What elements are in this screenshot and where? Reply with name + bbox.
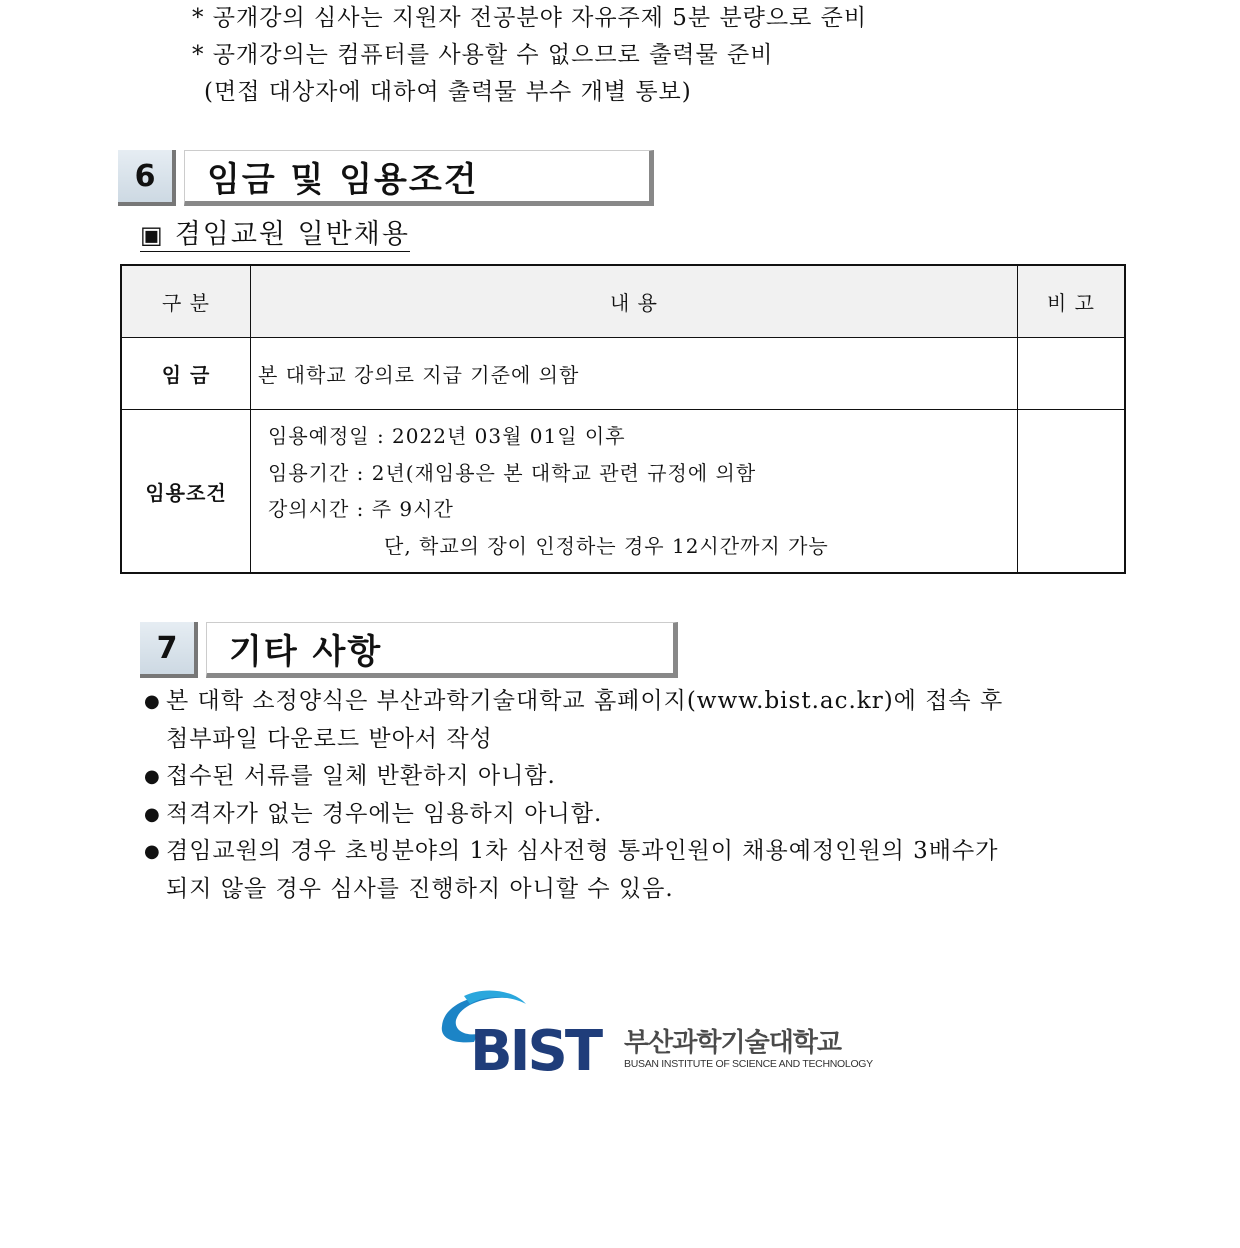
section-7-header [140, 622, 680, 680]
terms-remarks [1018, 410, 1126, 574]
other-matters-list [144, 683, 1134, 908]
bullet-icon: ● [144, 841, 161, 862]
logo-name-korean: 부산과학기술대학교 [624, 1028, 842, 1058]
list-item: ● 적격자가 없는 경우에는 임용하지 아니함. [144, 796, 1134, 834]
subsection-heading [140, 212, 410, 252]
bullet-icon: ● [144, 691, 161, 712]
terms-label: 임용조건 [121, 410, 251, 574]
employment-conditions-table [120, 264, 1126, 574]
square-bullet-icon: ▣ [140, 221, 165, 249]
table-header-row [121, 265, 1125, 338]
table-row [121, 410, 1125, 574]
section-6-header [118, 150, 658, 208]
list-item: ● 접수된 서류를 일체 반환하지 아니함. [144, 758, 1134, 796]
section-title: 임금 및 임용조건 [184, 150, 654, 206]
note-line: * 공개강의는 컴퓨터를 사용할 수 없으므로 출력물 준비 [192, 42, 774, 68]
terms-line: 임용예정일 : 2022년 03월 01일 이후 [268, 424, 626, 448]
list-item: ● 겸임교원의 경우 초빙분야의 1차 심사전형 통과인원이 채용예정인원의 3배수가 되지 않을 경우 심사를 진행하지 아니할 수 있음. [144, 833, 1134, 908]
wage-content: 본 대학교 강의로 지급 기준에 의함 [251, 338, 1018, 410]
table-row [121, 338, 1125, 410]
section-number: 7 [140, 622, 198, 678]
section-number: 6 [118, 150, 176, 206]
list-item: ● 본 대학 소정양식은 부산과학기술대학교 홈페이지(www.bist.ac.kr)에 접속 후 첨부파일 다운로드 받아서 작성 [144, 683, 1134, 758]
terms-line: 강의시간 : 주 9시간 [268, 497, 454, 521]
header-category: 구 분 [121, 265, 251, 338]
subsection-title: 겸임교원 일반채용 [174, 219, 410, 250]
bullet-icon: ● [144, 803, 161, 825]
note-line: (면접 대상자에 대하여 출력물 부수 개별 통보) [204, 79, 692, 105]
bullet-icon: ● [144, 766, 161, 787]
section-title: 기타 사항 [206, 622, 678, 678]
application-notes [192, 0, 867, 111]
header-remarks: 비 고 [1018, 265, 1126, 338]
terms-content [251, 410, 1018, 574]
terms-line: 임용기간 : 2년(재임용은 본 대학교 관련 규정에 의함 [268, 460, 757, 485]
header-content: 내 용 [251, 265, 1018, 338]
terms-line: 단, 학교의 장이 인정하는 경우 12시간까지 가능 [384, 533, 829, 558]
logo-name-english: BUSAN INSTITUTE OF SCIENCE AND TECHNOLOGY [624, 1058, 873, 1070]
wage-label: 임 금 [121, 338, 251, 410]
svg-text:BIST: BIST [470, 1019, 601, 1076]
bist-logo-icon [434, 986, 624, 1076]
wage-remarks [1018, 338, 1126, 410]
note-line: * 공개강의 심사는 지원자 전공분야 자유주제 5분 분량으로 준비 [192, 5, 868, 31]
